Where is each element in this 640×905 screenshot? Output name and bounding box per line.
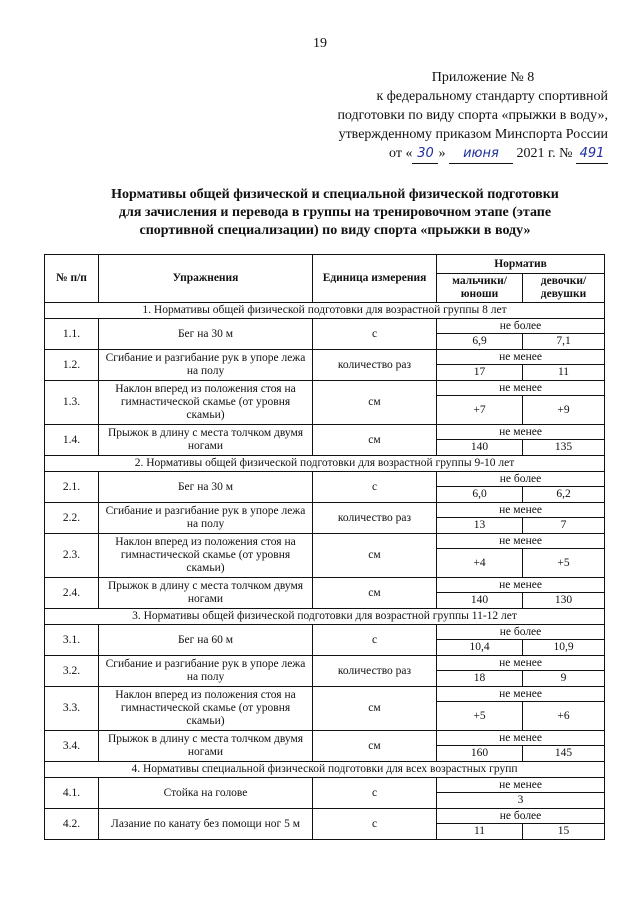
- appendix-title: Приложение № 8: [431, 70, 535, 85]
- section-title: 1. Нормативы общей физической подготовки для возрастной группы 8 лет: [45, 303, 605, 319]
- row-exercise: Сгибание и разгибание рук в упоре лежа на полу: [99, 503, 313, 534]
- row-unit: см: [313, 425, 437, 456]
- row-value-boys: 6,9: [437, 334, 523, 350]
- document-title-line: спортивной специализации) по виду спорта «прыжки в воду»: [139, 223, 531, 238]
- header-num: № п/п: [45, 255, 99, 303]
- row-value-boys: 160: [437, 746, 523, 762]
- row-exercise: Лазание по канату без помощи ног 5 м: [99, 809, 313, 840]
- row-number: 4.2.: [45, 809, 99, 840]
- date-mid: »: [438, 146, 446, 161]
- row-value-girls: +5: [523, 549, 605, 578]
- section-row: [45, 762, 605, 778]
- appendix-block: [298, 68, 608, 164]
- row-number: 3.3.: [45, 687, 99, 731]
- row-condition: не менее: [437, 578, 605, 593]
- date-prefix: от «: [389, 146, 413, 161]
- table-row: [45, 687, 605, 702]
- row-value-boys: 13: [437, 518, 523, 534]
- table-row: [45, 319, 605, 334]
- appendix-date-line: [298, 144, 608, 164]
- table-row: [45, 625, 605, 640]
- row-value-girls: 135: [523, 440, 605, 456]
- appendix-line: подготовки по виду спорта «прыжки в воду»,: [337, 108, 608, 123]
- table-row: [45, 731, 605, 746]
- table-row: [45, 778, 605, 793]
- row-condition: не более: [437, 625, 605, 640]
- row-exercise: Сгибание и разгибание рук в упоре лежа на полу: [99, 656, 313, 687]
- row-exercise: Бег на 60 м: [99, 625, 313, 656]
- row-unit: см: [313, 731, 437, 762]
- appendix-line: утвержденному приказом Минспорта России: [338, 127, 608, 142]
- appendix-line: к федеральному стандарту спортивной: [376, 89, 608, 104]
- header-norm: Норматив: [437, 255, 605, 274]
- table-row: [45, 809, 605, 824]
- row-unit: см: [313, 578, 437, 609]
- row-number: 2.2.: [45, 503, 99, 534]
- row-number: 1.4.: [45, 425, 99, 456]
- row-value-boys: +4: [437, 549, 523, 578]
- row-exercise: Прыжок в длину с места толчком двумя ногами: [99, 425, 313, 456]
- row-value-boys: +5: [437, 702, 523, 731]
- row-unit: с: [313, 472, 437, 503]
- row-number: 2.1.: [45, 472, 99, 503]
- row-exercise: Бег на 30 м: [99, 319, 313, 350]
- table-row: [45, 656, 605, 671]
- document-title-line: для зачисления и перевода в группы на тренировочном этапе (этапе: [118, 205, 552, 220]
- header-boys: мальчики/ юноши: [437, 274, 523, 303]
- row-condition: не более: [437, 472, 605, 487]
- row-unit: количество раз: [313, 503, 437, 534]
- row-condition: не более: [437, 319, 605, 334]
- row-number: 3.2.: [45, 656, 99, 687]
- row-unit: с: [313, 319, 437, 350]
- table-body: [45, 303, 605, 840]
- row-value-all: 3: [437, 793, 605, 809]
- row-number: 1.3.: [45, 381, 99, 425]
- row-unit: количество раз: [313, 656, 437, 687]
- row-value-girls: 6,2: [523, 487, 605, 503]
- document-title: [70, 186, 600, 240]
- row-number: 3.4.: [45, 731, 99, 762]
- row-number: 4.1.: [45, 778, 99, 809]
- table-row: [45, 381, 605, 396]
- row-condition: не менее: [437, 656, 605, 671]
- row-exercise: Наклон вперед из положения стоя на гимнастической скамье (от уровня скамьи): [99, 534, 313, 578]
- row-unit: количество раз: [313, 350, 437, 381]
- page-number: 19: [313, 36, 327, 51]
- row-exercise: Бег на 30 м: [99, 472, 313, 503]
- row-value-girls: 10,9: [523, 640, 605, 656]
- row-value-girls: 7,1: [523, 334, 605, 350]
- table-row: [45, 350, 605, 365]
- table-row: [45, 472, 605, 487]
- row-value-girls: 9: [523, 671, 605, 687]
- row-value-boys: 10,4: [437, 640, 523, 656]
- row-unit: с: [313, 809, 437, 840]
- row-exercise: Наклон вперед из положения стоя на гимнастической скамье (от уровня скамьи): [99, 687, 313, 731]
- row-value-boys: +7: [437, 396, 523, 425]
- section-title: 2. Нормативы общей физической подготовки для возрастной группы 9-10 лет: [45, 456, 605, 472]
- row-exercise: Прыжок в длину с места толчком двумя ногами: [99, 578, 313, 609]
- section-title: 3. Нормативы общей физической подготовки для возрастной группы 11-12 лет: [45, 609, 605, 625]
- row-exercise: Стойка на голове: [99, 778, 313, 809]
- handwritten-order-number: 491: [576, 144, 608, 164]
- row-number: 1.2.: [45, 350, 99, 381]
- date-year: 2021 г. №: [516, 146, 573, 161]
- row-unit: с: [313, 778, 437, 809]
- row-unit: с: [313, 625, 437, 656]
- row-condition: не менее: [437, 534, 605, 549]
- row-value-girls: +6: [523, 702, 605, 731]
- row-exercise: Сгибание и разгибание рук в упоре лежа на полу: [99, 350, 313, 381]
- section-row: [45, 456, 605, 472]
- header-girls: девочки/ девушки: [523, 274, 605, 303]
- section-title: 4. Нормативы специальной физической подготовки для всех возрастных групп: [45, 762, 605, 778]
- handwritten-month: июня: [449, 144, 513, 164]
- row-value-boys: 11: [437, 824, 523, 840]
- row-exercise: Наклон вперед из положения стоя на гимнастической скамье (от уровня скамьи): [99, 381, 313, 425]
- row-condition: не менее: [437, 687, 605, 702]
- section-row: [45, 303, 605, 319]
- table-row: [45, 534, 605, 549]
- row-value-boys: 17: [437, 365, 523, 381]
- table-row: [45, 578, 605, 593]
- row-condition: не менее: [437, 350, 605, 365]
- document-title-line: Нормативы общей физической и специальной физической подготовки: [111, 187, 559, 202]
- handwritten-day: 30: [412, 144, 438, 164]
- row-exercise: Прыжок в длину с места толчком двумя ногами: [99, 731, 313, 762]
- row-unit: см: [313, 381, 437, 425]
- row-number: 1.1.: [45, 319, 99, 350]
- header-unit: Единица измерения: [313, 255, 437, 303]
- row-number: 3.1.: [45, 625, 99, 656]
- row-value-boys: 140: [437, 440, 523, 456]
- header-exercise: Упражнения: [99, 255, 313, 303]
- row-value-girls: +9: [523, 396, 605, 425]
- table-row: [45, 425, 605, 440]
- row-number: 2.4.: [45, 578, 99, 609]
- row-value-boys: 6,0: [437, 487, 523, 503]
- row-value-girls: 145: [523, 746, 605, 762]
- section-row: [45, 609, 605, 625]
- row-condition: не менее: [437, 425, 605, 440]
- row-condition: не менее: [437, 503, 605, 518]
- row-unit: см: [313, 534, 437, 578]
- row-value-girls: 15: [523, 824, 605, 840]
- row-value-girls: 11: [523, 365, 605, 381]
- row-value-girls: 7: [523, 518, 605, 534]
- row-condition: не менее: [437, 731, 605, 746]
- row-value-boys: 140: [437, 593, 523, 609]
- row-value-girls: 130: [523, 593, 605, 609]
- row-condition: не более: [437, 809, 605, 824]
- table-row: [45, 503, 605, 518]
- row-number: 2.3.: [45, 534, 99, 578]
- norms-table: [44, 254, 605, 840]
- row-unit: см: [313, 687, 437, 731]
- row-condition: не менее: [437, 778, 605, 793]
- row-value-boys: 18: [437, 671, 523, 687]
- row-condition: не менее: [437, 381, 605, 396]
